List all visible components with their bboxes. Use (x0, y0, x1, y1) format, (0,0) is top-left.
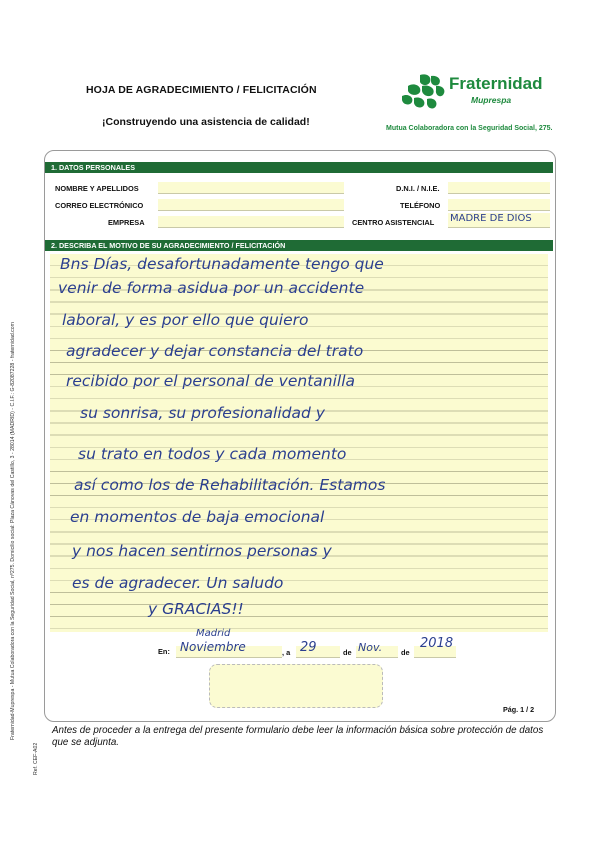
reference-code-text: Ref. CEF-A02 (33, 742, 39, 775)
label-empresa: EMPRESA (108, 218, 145, 227)
section-2-header: 2. DESCRIBA EL MOTIVO DE SU AGRADECIMIENTO / FELICITACIÓN (45, 240, 553, 251)
label-de-2: de (401, 648, 410, 657)
message-line: recibido por el personal de ventanilla (66, 372, 356, 390)
label-dni: D.N.I. / N.I.E. (396, 184, 440, 193)
document-title: HOJA DE AGRADECIMIENTO / FELICITACIÓN (86, 84, 317, 96)
label-en: En: (158, 647, 170, 656)
telefono-field[interactable] (448, 199, 550, 211)
message-line: laboral, y es por ello que quiero (62, 311, 309, 329)
centro-value: MADRE DE DIOS (450, 213, 532, 224)
legal-side-text (10, 180, 20, 740)
nombre-field[interactable] (158, 182, 344, 194)
message-line: y GRACIAS!! (148, 600, 244, 618)
message-line: así como los de Rehabilitación. Estamos (74, 476, 386, 494)
privacy-notice: Antes de proceder a la entrega del presente formulario debe leer la información básica sobre protección de datos que se adjunta. (52, 725, 544, 748)
signature-box[interactable] (209, 664, 383, 708)
year-value: 2018 (420, 636, 454, 651)
message-line: agradecer y dejar constancia del trato (66, 342, 364, 360)
place-value: Madrid (196, 628, 231, 639)
correo-field[interactable] (158, 199, 344, 211)
label-nombre: NOMBRE Y APELLIDOS (55, 184, 139, 193)
legal-side-text-content: Fraternidad-Muprespa - Mutua Colaboradora con la Seguridad Social, nº275. Domicilio social: Plaza Cánovas del Castillo, 3 - 28014 (MADRID) - C.I.F.: G-82087228 - fraternidad.com (10, 322, 16, 740)
message-line: es de agradecer. Un saludo (72, 574, 284, 592)
message-line: Bns Días, desafortunadamente tengo que (60, 255, 384, 273)
section-1-header: 1. DATOS PERSONALES (45, 162, 553, 173)
logo-name: Fraternidad (449, 74, 543, 93)
dni-field[interactable] (448, 182, 550, 194)
message-line: su sonrisa, su profesionalidad y (80, 404, 325, 422)
mutua-text: Mutua Colaboradora con la Seguridad Social, 275. (386, 125, 553, 132)
message-line: en momentos de baja emocional (70, 508, 325, 526)
empresa-field[interactable] (158, 216, 344, 228)
place-month-value: Noviembre (180, 640, 246, 654)
label-correo: CORREO ELECTRÓNICO (55, 201, 144, 210)
fraternidad-logo-icon (400, 72, 448, 112)
label-a: , a (282, 648, 291, 657)
month-value: Nov. (358, 641, 383, 654)
label-centro: CENTRO ASISTENCIAL (352, 218, 435, 227)
message-line: su trato en todos y cada momento (78, 445, 347, 463)
reference-code (33, 725, 41, 775)
day-value: 29 (300, 640, 317, 655)
centro-field[interactable] (448, 213, 550, 228)
label-telefono: TELÉFONO (400, 201, 441, 210)
label-de-1: de (343, 648, 352, 657)
page-number: Pág. 1 / 2 (503, 705, 535, 714)
document-subtitle: ¡Construyendo una asistencia de calidad! (102, 116, 310, 128)
message-line: venir de forma asidua por un accidente (58, 279, 365, 297)
message-line: y nos hacen sentirnos personas y (72, 542, 332, 560)
logo-sub: Muprespa (471, 95, 512, 105)
